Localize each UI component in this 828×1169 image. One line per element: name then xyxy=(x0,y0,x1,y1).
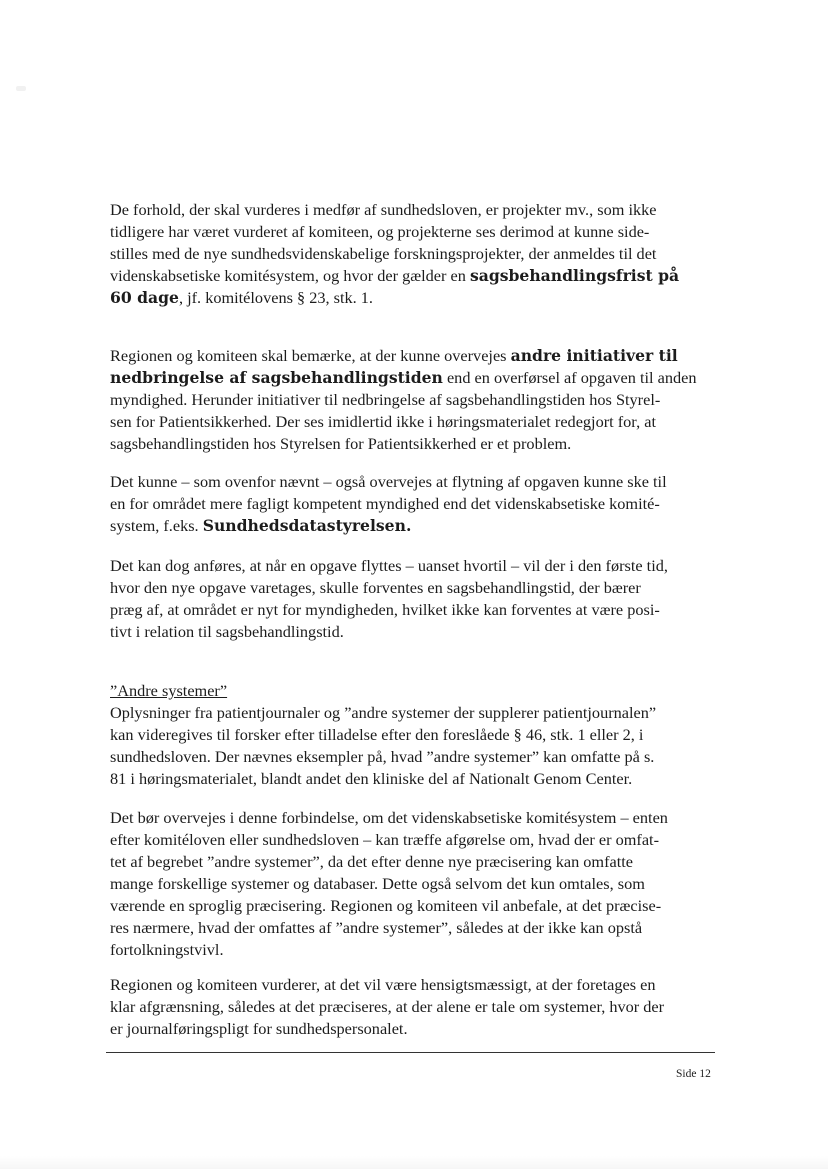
emphasis-60-dage: 60 dage xyxy=(110,288,179,307)
paragraph-flytning xyxy=(110,471,714,537)
text-line: stilles med de nye sundhedsvidenskabelige forskningsprojekter, der anmeldes til det xyxy=(110,244,657,263)
text-line: res nærmere, hvad der omfattes af ”andre systemer”, således at der ikke kan opstå xyxy=(110,918,643,937)
scan-edge-shadow xyxy=(0,1156,828,1169)
text-line: hvor den nye opgave varetages, skulle forventes en sagsbehandlingstid, der bærer xyxy=(110,578,641,597)
text-line: sen for Patientsikkerhed. Der ses imidlertid ikke i høringsmaterialet redegjort for, at xyxy=(110,412,656,431)
text-line: Det kan dog anføres, at når en opgave flyttes – uanset hvortil – vil der i den første tid, xyxy=(110,556,668,575)
text-line: sagsbehandlingstiden hos Styrelsen for Patientsikkerhed er et problem. xyxy=(110,434,572,453)
text-line: tivt i relation til sagsbehandlingstid. xyxy=(110,622,344,641)
text-line: 81 i høringsmaterialet, blandt andet den kliniske del af Nationalt Genom Center. xyxy=(110,769,633,788)
footer-divider xyxy=(106,1052,715,1053)
paragraph-sagsbehandlingsfrist xyxy=(110,199,714,309)
paragraph-andre-initiativer xyxy=(110,345,714,455)
text-line: værende en sproglig præcisering. Regionen og komiteen vil anbefale, at det præcise- xyxy=(110,896,662,915)
text-run: Regionen og komiteen skal bemærke, at der kunne overvejes xyxy=(110,346,511,365)
text-line: De forhold, der skal vurderes i medfør af sundhedsloven, er projekter mv., som ikke xyxy=(110,200,657,219)
scan-artifact xyxy=(16,86,26,91)
text-line: en for området mere fagligt kompetent myndighed end det videnskabsetiske komité- xyxy=(110,494,660,513)
section-andre-systemer xyxy=(110,680,714,790)
text-line: Oplysninger fra patientjournaler og ”andre systemer der supplerer patientjournalen” xyxy=(110,703,657,722)
paragraph-opgave-flyttes xyxy=(110,555,714,643)
text-run: system, f.eks. xyxy=(110,516,203,535)
emphasis-sundhedsdatastyrelsen: Sundhedsdatastyrelsen. xyxy=(202,516,412,535)
text-line: efter komitéloven eller sundhedsloven – kan træffe afgørelse om, hvad der er omfat- xyxy=(110,830,659,849)
text-line: tet af begrebet ”andre systemer”, da det efter denne nye præcisering kan omfatte xyxy=(110,852,634,871)
text-line: mange forskellige systemer og databaser. Dette også selvom det kun omtales, som xyxy=(110,874,645,893)
emphasis-sagsbehandlingsfrist: sagsbehandlingsfrist på xyxy=(469,266,680,285)
paragraph-komitesystem xyxy=(110,807,714,961)
text-line: klar afgrænsning, således at det præciseres, at der alene er tale om systemer, hvor der xyxy=(110,997,665,1016)
text-line: Det bør overvejes i denne forbindelse, om det videnskabsetiske komitésystem – enten xyxy=(110,808,668,827)
text-line xyxy=(110,515,714,537)
text-line: kan videregives til forsker efter tilladelse efter den foreslåede § 46, stk. 1 eller 2, i xyxy=(110,725,644,744)
text-run: , jf. komitélovens § 23, stk. 1. xyxy=(178,288,373,307)
text-line: er journalføringspligt for sundhedspersonalet. xyxy=(110,1019,408,1038)
text-line: Det kunne – som ovenfor nævnt – også overvejes at flytning af opgaven kunne ske til xyxy=(110,472,667,491)
text-line: præg af, at området er nyt for myndigheden, hvilket ikke kan forventes at være posi- xyxy=(110,600,660,619)
text-line: Regionen og komiteen vurderer, at det vil være hensigtsmæssigt, at der foretages en xyxy=(110,975,656,994)
text-line: myndighed. Herunder initiativer til nedbringelse af sagsbehandlingstiden hos Styrel- xyxy=(110,390,661,409)
emphasis-andre-initiativer: andre initiativer til xyxy=(510,346,678,365)
text-line: tidligere har været vurderet af komiteen, og projekterne ses derimod at kunne side- xyxy=(110,222,650,241)
text-run: videnskabsetiske komitésystem, og hvor der gælder en xyxy=(110,266,470,285)
emphasis-nedbringelse: nedbringelse af sagsbehandlingstiden xyxy=(110,368,443,387)
text-line xyxy=(110,265,714,287)
paragraph-afgraensning xyxy=(110,974,714,1040)
text-line xyxy=(110,367,714,389)
text-line: sundhedsloven. Der nævnes eksempler på, hvad ”andre systemer” kan omfatte på s. xyxy=(110,747,655,766)
page-number: Side 12 xyxy=(676,1068,711,1080)
text-run: end en overførsel af opgaven til anden xyxy=(442,368,697,387)
section-heading: ”Andre systemer” xyxy=(110,681,228,700)
text-line: fortolkningstvivl. xyxy=(110,940,224,959)
text-line xyxy=(110,345,714,367)
text-line xyxy=(110,287,714,309)
